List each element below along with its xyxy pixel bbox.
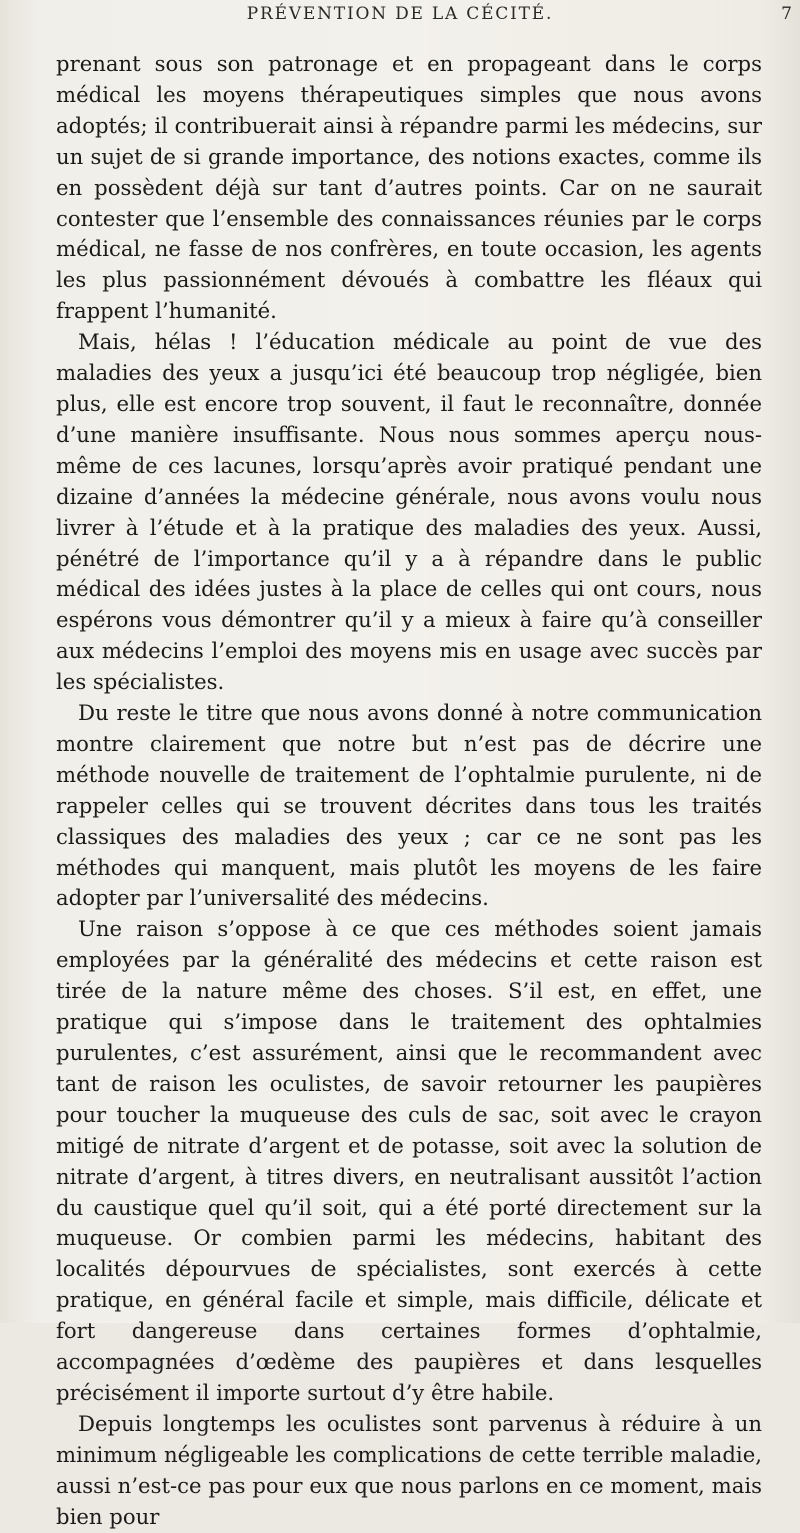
body-text bbox=[56, 49, 762, 1533]
paragraph-continuation: prenant sous son patronage et en propageant dans le corps médical les moyens thérapeutiques simples que nous avons adoptés; il contribuerait ainsi à répandre parmi les médecins, sur un sujet de si grande importance, des notions exactes, comme ils en possèdent déjà sur tant d’autres points. Car on ne saurait contester que l’ensemble des connaissances réunies par le corps médical, ne fasse de nos confrères, en toute occasion, les agents les plus passionnément dévoués à combattre les fléaux qui frappent l’humanité. bbox=[56, 51, 762, 324]
running-header bbox=[0, 4, 800, 34]
running-title: PRÉVENTION DE LA CÉCITÉ. bbox=[246, 4, 554, 24]
paragraph-reason: Une raison s’oppose à ce que ces méthodes soient jamais employées par la généralité des médecins et cette raison est tirée de la nature même des choses. S’il est, en effet, une pratique qui s’impose dans le traitement des ophtalmies purulentes, c’est assurément, ainsi que le recommandent avec tant de raison les oculistes, de savoir retourner les paupières pour toucher la muqueuse des culs de sac, soit avec le crayon mitigé de nitrate d’argent et de potasse, soit avec la solution de nitrate d’argent, à titres divers, en neutralisant aussitôt l’action du caustique quel qu’il soit, qui a été porté directement sur la muqueuse. Or combien parmi les médecins, habitant des localités dépourvues de spécialistes, sont exercés à cette pratique, en général facile et simple, mais difficile, délicate et fort dangereuse dans certaines formes d’ophtalmie, accompagnées d’œdème des paupières et dans lesquelles précisément il importe surtout d’y être habile. bbox=[56, 916, 762, 1405]
page-number: 7 bbox=[781, 4, 792, 24]
paragraph-medical-education: Mais, hélas ! l’éducation médicale au point de vue des maladies des yeux a jusqu’ici été beaucoup trop négligée, bien plus, elle est encore trop souvent, il faut le reconnaître, donnée d’une manière insuffisante. Nous nous sommes aperçu nous-même de ces lacunes, lorsqu’après avoir pratiqué pendant une dizaine d’années la médecine générale, nous avons voulu nous livrer à l’étude et à la pratique des maladies des yeux. Aussi, pénétré de l’importance qu’il y a à répandre dans le public médical des idées justes à la place de celles qui ont cours, nous espérons vous démontrer qu’il y a mieux à faire qu’à conseiller aux médecins l’emploi des moyens mis en usage avec succès par les spécialistes. bbox=[56, 329, 762, 695]
paragraph-communication-title: Du reste le titre que nous avons donné à notre communication montre clairement que notre but n’est pas de décrire une méthode nouvelle de traitement de l’ophtalmie purulente, ni de rappeler celles qui se trouvent décrites dans tous les traités classiques des maladies des yeux ; car ce ne sont pas les méthodes qui manquent, mais plutôt les moyens de les faire adopter par l’universalité des médecins. bbox=[56, 700, 762, 911]
paragraph-oculists: Depuis longtemps les oculistes sont parvenus à réduire à un minimum négligeable les complications de cette terrible maladie, aussi n’est-ce pas pour eux que nous parlons en ce moment, mais bien pour bbox=[56, 1410, 762, 1529]
